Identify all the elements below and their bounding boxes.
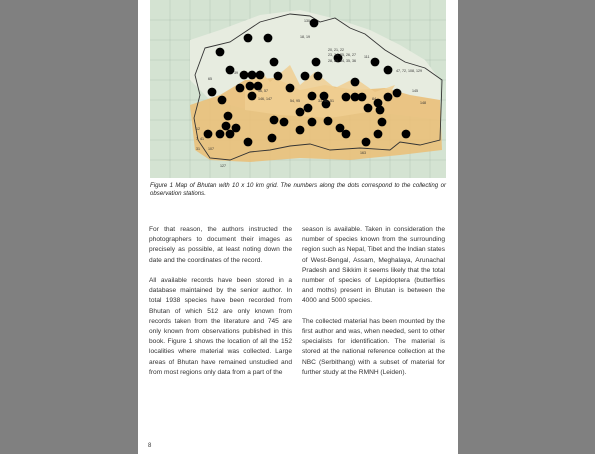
station-dot <box>336 124 345 133</box>
station-label: 146, 147 <box>258 97 272 101</box>
station-dot <box>376 106 385 115</box>
document-page <box>138 0 458 454</box>
station-label: 145 <box>412 89 418 93</box>
paragraph: The collected material has been mounted by the first author and was, when needed, sent to other specialists for identification. The material is stored at the national reference collection at the NBC (Serbithang) with a subset of material for further study at the RMNH (Leiden). <box>302 317 445 376</box>
station-dot <box>208 88 217 97</box>
station-dot <box>393 89 402 98</box>
page-number: 8 <box>148 443 152 449</box>
station-dot <box>268 134 277 143</box>
station-dot <box>216 48 225 57</box>
station-dot <box>240 71 249 80</box>
station-label: 33, 50, 51 <box>318 99 334 103</box>
station-dot <box>378 118 387 127</box>
station-label: 23, 24, 25, 26, 27 <box>328 53 356 57</box>
station-label: 39 <box>234 71 238 75</box>
station-dot <box>216 130 225 139</box>
station-dot <box>308 118 317 127</box>
station-label: 65 <box>208 77 212 81</box>
station-label: 130 <box>304 19 310 23</box>
station-dot <box>358 93 367 102</box>
station-label: 56, 57 <box>258 89 268 93</box>
station-dot <box>384 66 393 75</box>
station-dot <box>374 130 383 139</box>
station-label: 47, 72, 108, 129 <box>396 69 422 73</box>
station-label: 107 <box>208 147 214 151</box>
station-dot <box>264 34 273 43</box>
station-dot <box>222 122 231 131</box>
station-dot <box>226 130 235 139</box>
station-dot <box>248 92 257 101</box>
station-dot <box>304 104 313 113</box>
station-label: 84 <box>372 97 376 101</box>
station-dot <box>308 92 317 101</box>
station-dot <box>248 71 257 80</box>
station-dot <box>342 93 351 102</box>
station-dot <box>218 96 227 105</box>
station-dot <box>296 108 305 117</box>
station-label: 163 <box>360 151 366 155</box>
station-dot <box>286 84 295 93</box>
station-dot <box>314 72 323 81</box>
text-column-left <box>149 225 292 388</box>
station-dot <box>296 126 305 135</box>
station-dot <box>351 78 360 87</box>
station-dot <box>246 82 255 91</box>
station-dot <box>402 130 411 139</box>
station-label: 31 <box>196 147 200 151</box>
station-dot <box>324 117 333 126</box>
bhutan-map <box>150 0 446 178</box>
station-dot <box>236 84 245 93</box>
paragraph: season is available. Taken in consideration the number of species known from the surrounding region such as Nepal, Tibet and the Indian states of West-Bengal, Assam, Meghalaya, Arunachal Pradesh and Sikkim it seems likely that the total number of species of Lepidoptera (butterflies and moths) present in Bhutan is between the 4000 and 5000 species. <box>302 226 445 305</box>
station-dot <box>224 112 233 121</box>
station-label: 20, 21, 22 <box>328 48 344 52</box>
station-dot <box>384 93 393 102</box>
station-label: 7, 41 <box>196 137 204 141</box>
station-dot <box>274 72 283 81</box>
station-dot <box>204 130 213 139</box>
station-dot <box>270 116 279 125</box>
station-dot <box>362 138 371 147</box>
station-label: 18, 19 <box>300 35 310 39</box>
station-dot <box>371 58 380 67</box>
station-label: 127 <box>220 164 226 168</box>
station-dot <box>312 58 321 67</box>
paragraph: All available records have been stored in a database maintained by the senior author. In total 1938 species have been recorded from Bhutan of which 512 are only known from records taken from the literature and 745 are only known from observations published in this book. Figure 1 shows the location of all the 152 localities where material was collected. Large areas of Bhutan have remained unstudied and from most regions only data from a part of the <box>149 277 292 376</box>
station-label: 54, 95 <box>290 99 300 103</box>
station-dot <box>364 104 373 113</box>
station-label: 148 <box>420 101 426 105</box>
station-dot <box>310 19 319 28</box>
figure-caption: Figure 1 Map of Bhutan with 10 x 10 km grid. The numbers along the dots correspond to the collecting or observation stations. <box>150 182 446 197</box>
station-label: 12 <box>196 127 200 131</box>
station-dot <box>270 58 279 67</box>
station-dot <box>280 118 289 127</box>
paragraph: For that reason, the authors instructed the photographers to document their images as precisely as possible, at least noting down the date and the coordinates of the record. <box>149 226 292 264</box>
text-column-right <box>302 225 445 388</box>
station-label: 111 <box>364 55 370 59</box>
station-dot <box>256 71 265 80</box>
station-dot <box>301 72 310 81</box>
station-dot <box>244 34 253 43</box>
station-dot <box>244 138 253 147</box>
station-label: 28, 29, 34, 35, 36 <box>328 59 356 63</box>
